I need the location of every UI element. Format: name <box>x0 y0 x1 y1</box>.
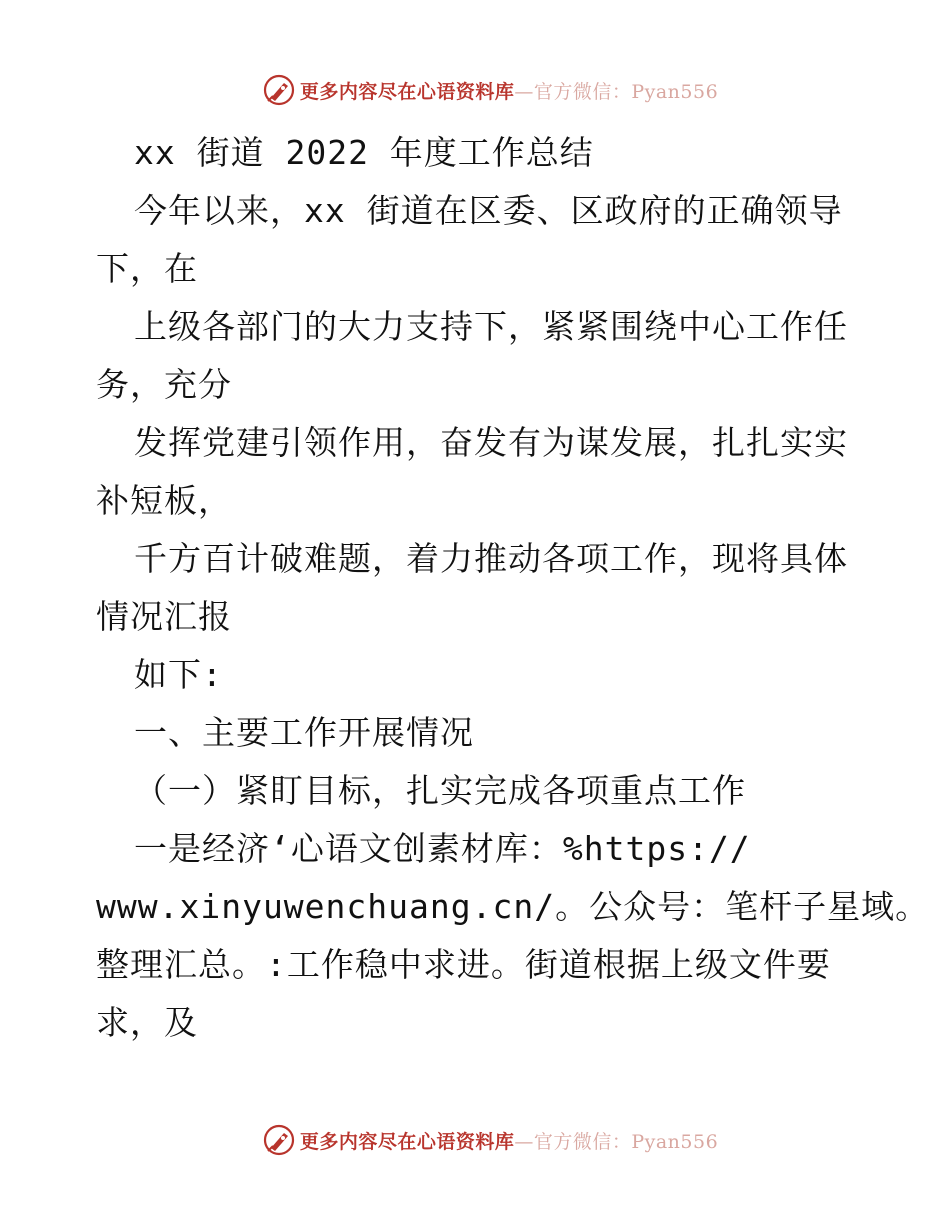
watermark-text <box>300 1127 718 1154</box>
paragraph-line: 务，充分 <box>96 365 232 404</box>
watermark-text <box>300 77 718 104</box>
paragraph-line: 补短板， <box>96 481 232 520</box>
paragraph-line: 千方百计破难题，着力推动各项工作，现将具体 <box>134 539 848 578</box>
document-title: xx 街道 2022 年度工作总结 <box>134 133 594 172</box>
paragraph-line: 上级各部门的大力支持下，紧紧围绕中心工作任 <box>134 307 848 346</box>
watermark-brand: 更多内容尽在心语资料库 <box>299 80 515 103</box>
section-heading: 一、主要工作开展情况 <box>134 713 474 752</box>
paragraph-line: 求，及 <box>96 1003 198 1042</box>
watermark-brand: 更多内容尽在心语资料库 <box>299 1130 515 1153</box>
subsection-heading: （一）紧盯目标，扎实完成各项重点工作 <box>134 771 746 810</box>
document-body <box>96 124 930 1052</box>
watermark-contact: —官方微信：Pyan556 <box>514 80 719 103</box>
paragraph-line: 下，在 <box>96 249 198 288</box>
pen-nib-logo-icon <box>262 73 296 107</box>
paragraph-line: 一是经济‘心语文创素材库：%https:// <box>134 829 751 868</box>
paragraph-line: www.xinyuwenchuang.cn/。公众号：笔杆子星域。 <box>96 887 930 926</box>
footer-watermark-banner <box>0 1120 950 1160</box>
pen-nib-logo-icon <box>262 1123 296 1157</box>
paragraph-line: 整理汇总。:工作稳中求进。街道根据上级文件要 <box>96 945 831 984</box>
header-watermark-banner <box>0 70 950 110</box>
paragraph-line: 如下: <box>134 655 223 694</box>
paragraph-line: 发挥党建引领作用，奋发有为谋发展，扎扎实实 <box>134 423 848 462</box>
watermark-contact: —官方微信：Pyan556 <box>514 1130 719 1153</box>
paragraph-line: 情况汇报 <box>96 597 232 636</box>
paragraph-line: 今年以来，xx 街道在区委、区政府的正确领导 <box>134 191 843 230</box>
